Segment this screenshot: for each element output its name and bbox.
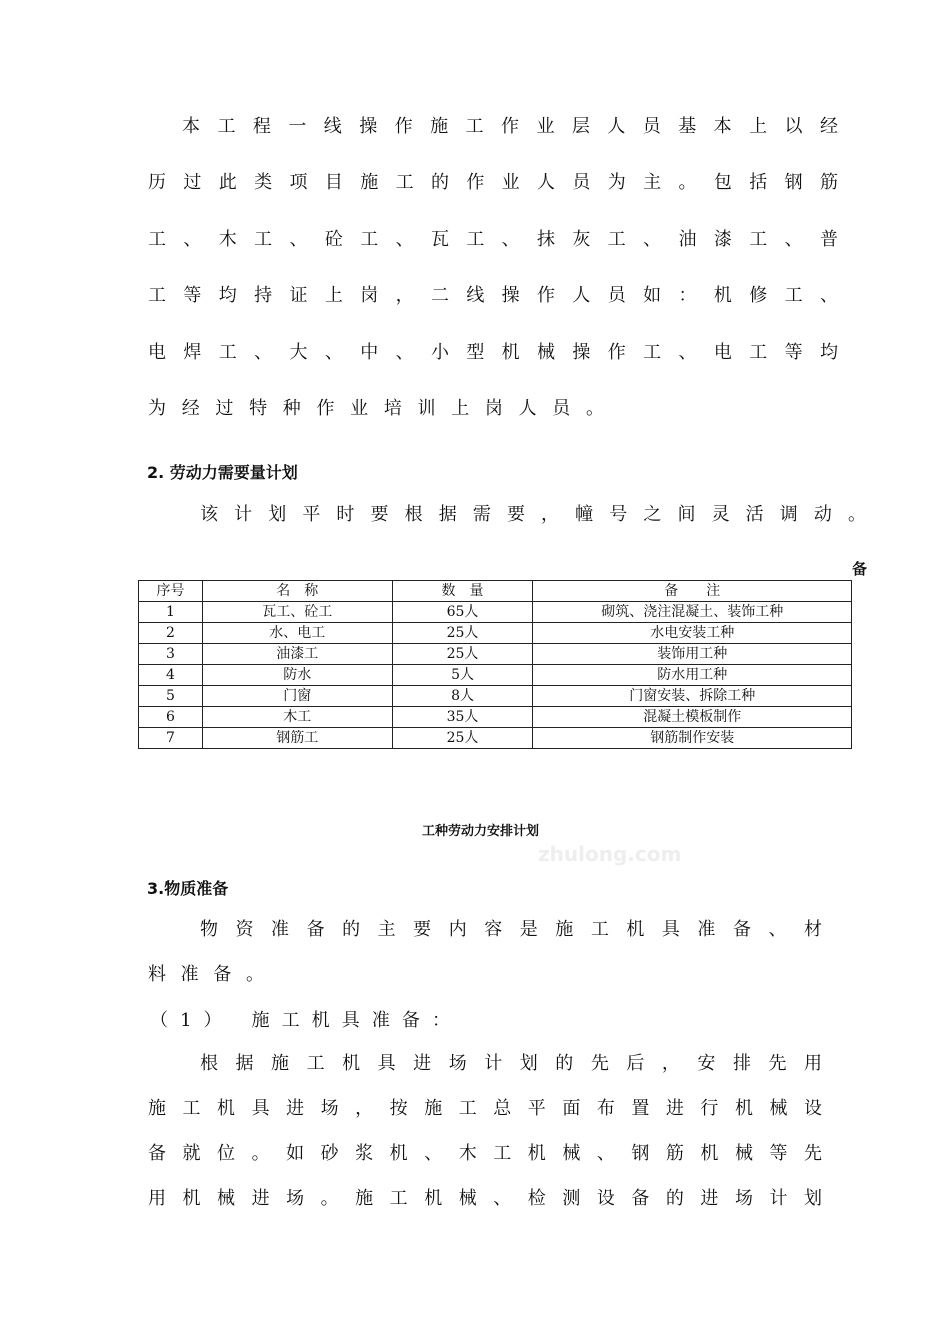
cell-name: 瓦工、砼工: [202, 602, 392, 623]
cell-quantity: 65人: [392, 602, 533, 623]
table-caption: 工种劳动力安排计划: [422, 824, 540, 839]
cell-remarks: 防水用工种: [533, 665, 852, 686]
section-3-intro-line: 料准备。: [148, 964, 264, 985]
stray-character: 备: [852, 560, 868, 578]
cell-remarks: 装饰用工种: [533, 644, 852, 665]
cell-remarks: 混凝土模板制作: [533, 707, 852, 728]
subsection-1-line: 根据施工机具进场计划的先后，安排先用: [200, 1053, 822, 1074]
table-row: [139, 623, 852, 644]
header-name: 名 称: [202, 581, 392, 602]
cell-index: 1: [139, 602, 203, 623]
cell-remarks: 水电安装工种: [533, 623, 852, 644]
paragraph-line: 工等均持证上岗，二线操作人员如：机修工、: [148, 285, 838, 306]
cell-quantity: 35人: [392, 707, 533, 728]
table-row: [139, 602, 852, 623]
cell-quantity: 8人: [392, 686, 533, 707]
section-2-intro: 该计划平时要根据需要，幢号之间灵活调动。: [200, 504, 866, 525]
table-row: [139, 686, 852, 707]
cell-name: 钢筋工: [202, 728, 392, 749]
paragraph-line: 本工程一线操作施工作业层人员基本上以经: [182, 116, 838, 137]
subsection-1-heading: （1） 施工机具准备：: [150, 1010, 450, 1031]
table-row: [139, 644, 852, 665]
table-row: [139, 728, 852, 749]
cell-remarks: 砌筑、浇注混凝土、装饰工种: [533, 602, 852, 623]
cell-remarks: 钢筋制作安装: [533, 728, 852, 749]
cell-name: 水、电工: [202, 623, 392, 644]
cell-quantity: 25人: [392, 644, 533, 665]
table-row: [139, 665, 852, 686]
cell-index: 6: [139, 707, 203, 728]
cell-quantity: 25人: [392, 623, 533, 644]
cell-index: 7: [139, 728, 203, 749]
section-2-heading: 2. 劳动力需要量计划: [147, 463, 298, 482]
cell-index: 3: [139, 644, 203, 665]
cell-quantity: 5人: [392, 665, 533, 686]
cell-index: 4: [139, 665, 203, 686]
paragraph-line: 工、木工、砼工、瓦工、抹灰工、油漆工、普: [148, 229, 838, 250]
cell-name: 木工: [202, 707, 392, 728]
cell-remarks: 门窗安装、拆除工种: [533, 686, 852, 707]
watermark-text: zhulong.com: [538, 842, 682, 866]
paragraph-line: 历过此类项目施工的作业人员为主。包括钢筋: [148, 172, 838, 193]
labor-plan-table: [138, 580, 852, 749]
cell-index: 5: [139, 686, 203, 707]
cell-name: 油漆工: [202, 644, 392, 665]
cell-index: 2: [139, 623, 203, 644]
cell-name: 门窗: [202, 686, 392, 707]
header-index: 序号: [139, 581, 203, 602]
section-3-heading: 3.物质准备: [147, 879, 229, 898]
header-remarks: 备 注: [533, 581, 852, 602]
table-header-row: [139, 581, 852, 602]
subsection-1-line: 用机械进场。施工机械、检测设备的进场计划: [148, 1188, 822, 1209]
section-3-intro-line: 物资准备的主要内容是施工机具准备、材: [200, 919, 822, 940]
header-quantity: 数 量: [392, 581, 533, 602]
paragraph-line: 为经过特种作业培训上岗人员。: [148, 398, 604, 419]
subsection-1-line: 施工机具进场，按施工总平面布置进行机械设: [148, 1098, 822, 1119]
table-row: [139, 707, 852, 728]
cell-name: 防水: [202, 665, 392, 686]
paragraph-line: 电焊工、大、中、小型机械操作工、电工等均: [148, 342, 838, 363]
subsection-1-line: 备就位。如砂浆机、木工机械、钢筋机械等先: [148, 1143, 822, 1164]
cell-quantity: 25人: [392, 728, 533, 749]
